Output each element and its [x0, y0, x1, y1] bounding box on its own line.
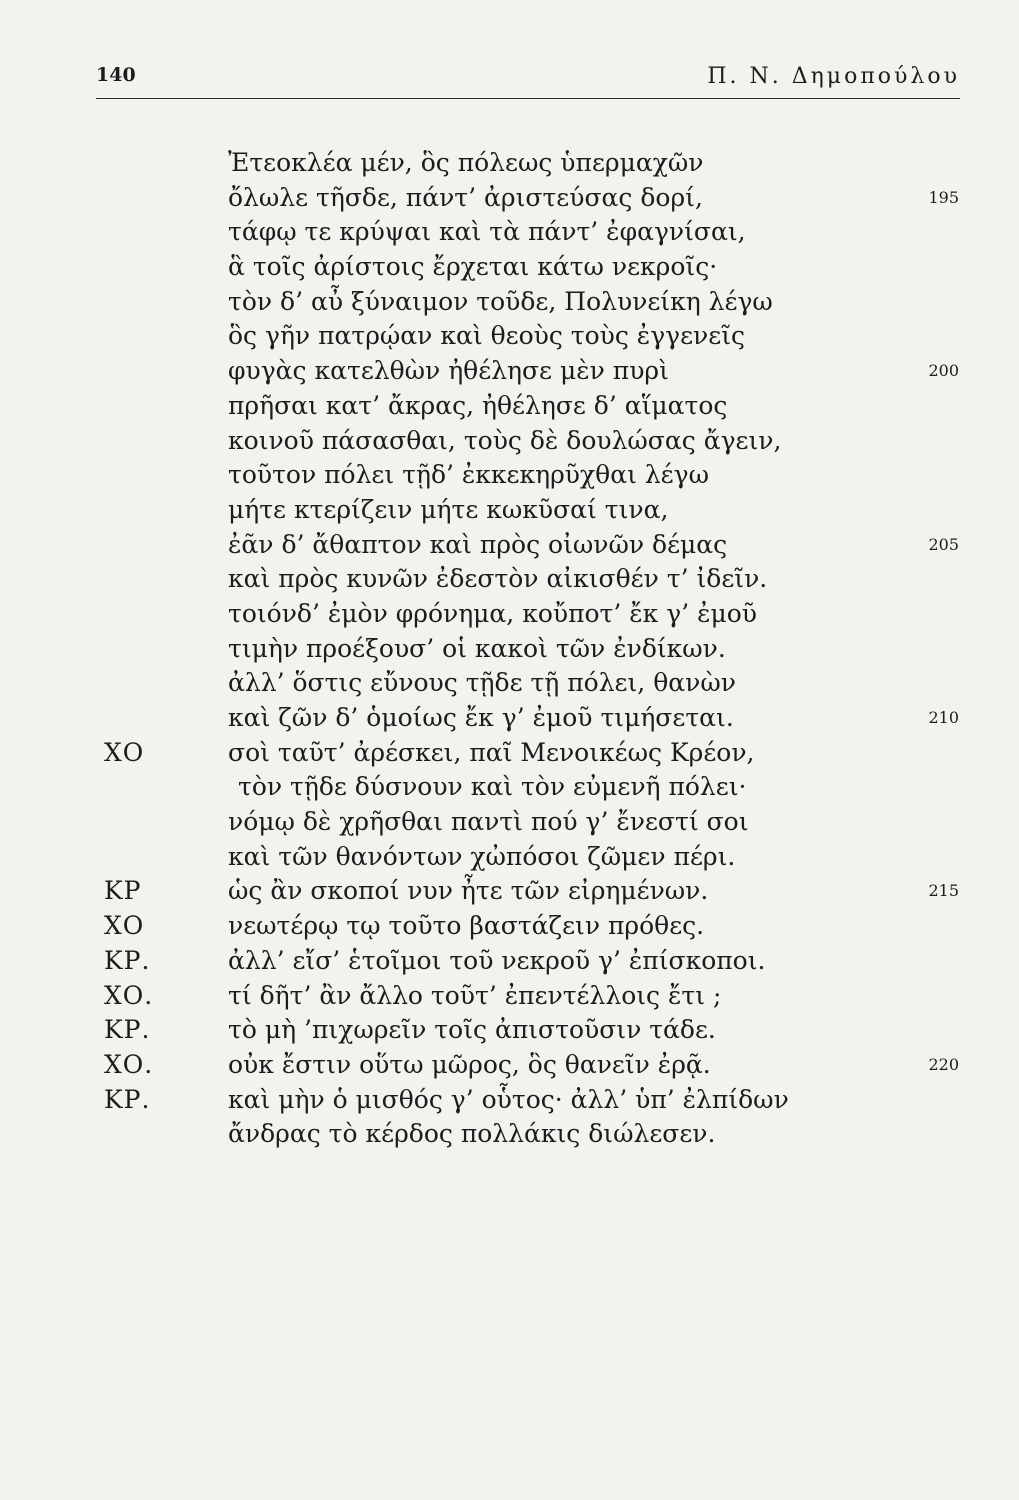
verse-text-line: Ἐτεοκλέα μέν, ὃς πόλεως ὑπερμαχῶν	[228, 148, 704, 177]
verse-text-line: κοινοῦ πάσασθαι, τοὺς δὲ δουλώσας ἄγειν,	[228, 425, 782, 455]
speaker-label: ΚΡ.	[104, 1084, 151, 1114]
verse-line	[0, 354, 1019, 389]
verse-text-line: οὐκ ἔστιν οὕτω μῶρος, ὃς θανεῖν ἐρᾷ.	[228, 1049, 711, 1079]
verse-line	[0, 285, 1019, 320]
speaker-label: ΧΟ.	[104, 1049, 154, 1079]
verse-line	[0, 389, 1019, 424]
verse-line	[0, 319, 1019, 354]
page-header	[96, 64, 960, 98]
verse-line	[0, 770, 1019, 805]
verse-text-line: ὄλωλε τῆσδε, πάντ’ ἀριστεύσας δορί,	[228, 182, 703, 212]
verse-text-line: ὃς γῆν πατρῴαν καὶ θεοὺς τοὺς ἐγγενεῖς	[228, 321, 746, 351]
verse-text-line: τοῦτον πόλει τῇδ’ ἐκκεκηρῦχθαι λέγω	[228, 460, 709, 490]
verse-text-line: τιμὴν προέξουσ’ οἱ κακοὶ τῶν ἐνδίκων.	[228, 633, 726, 663]
verse-line	[0, 840, 1019, 875]
verse-text	[0, 146, 1019, 1152]
verse-text-line: τοιόνδ’ ἐμὸν φρόνημα, κοὔποτ’ ἔκ γ’ ἐμοῦ	[228, 598, 758, 628]
header-rule	[96, 98, 960, 99]
speaker-label: ΧΟ	[104, 737, 145, 767]
page-number: 140	[96, 64, 136, 86]
verse-line	[0, 424, 1019, 459]
speaker-label: ΧΟ	[104, 911, 145, 941]
verse-line	[0, 1013, 1019, 1048]
speaker-label: ΚΡ.	[104, 1015, 151, 1045]
verse-line	[0, 528, 1019, 563]
verse-text-line: μήτε κτερίζειν μήτε κωκῦσαί τινα,	[228, 494, 669, 524]
verse-line	[0, 944, 1019, 979]
verse-text-line: τὸν δ’ αὖ ξύναιμον τοῦδε, Πολυνείκη λέγω	[228, 286, 773, 316]
verse-text-line: καὶ μὴν ὁ μισθός γ’ οὗτος· ἀλλ’ ὑπ’ ἐλπίδων	[228, 1084, 789, 1114]
verse-text-line: ἐᾶν δ’ ἄθαπτον καὶ πρὸς οἰωνῶν δέμας	[228, 529, 728, 559]
verse-text-line: ἃ τοῖς ἀρίστοις ἔρχεται κάτω νεκροῖς·	[228, 252, 718, 282]
verse-line	[0, 597, 1019, 632]
line-number: 210	[928, 708, 959, 727]
verse-text-line: σοὶ ταῦτ’ ἀρέσκει, παῖ Μενοικέως Κρέον,	[228, 737, 755, 767]
verse-line	[0, 1083, 1019, 1118]
verse-text-line: ἀλλ’ ὅστις εὔνους τῇδε τῇ πόλει, θανὼν	[228, 668, 736, 698]
verse-text-line: τί δῆτ’ ἂν ἄλλο τοῦτ’ ἐπεντέλλοις ἔτι ;	[228, 980, 722, 1010]
verse-line	[0, 181, 1019, 216]
line-number: 220	[928, 1054, 959, 1074]
speaker-label: ΚΡ	[104, 876, 142, 906]
verse-text-line: τάφῳ τε κρύψαι καὶ τὰ πάντ’ ἐφαγνίσαι,	[228, 217, 746, 247]
line-number: 195	[928, 187, 959, 207]
running-head: Π. Ν. Δημοπούλου	[707, 64, 960, 89]
verse-line	[0, 215, 1019, 250]
verse-line	[0, 250, 1019, 285]
verse-text-line: φυγὰς κατελθὼν ἠθέλησε μὲν πυρὶ	[228, 356, 669, 386]
verse-line	[0, 632, 1019, 667]
line-number: 200	[928, 361, 959, 381]
verse-text-line: τὸ μὴ ’πιχωρεῖν τοῖς ἀπιστοῦσιν τάδε.	[228, 1015, 716, 1045]
verse-text-line: καὶ πρὸς κυνῶν ἐδεστὸν αἰκισθέν τ’ ἰδεῖν.	[228, 564, 768, 594]
verse-line	[0, 562, 1019, 597]
verse-line	[0, 805, 1019, 840]
verse-line	[0, 701, 1019, 736]
line-number: 205	[928, 534, 959, 554]
verse-line	[0, 666, 1019, 701]
verse-line	[0, 458, 1019, 493]
speaker-label: ΧΟ.	[104, 980, 154, 1010]
verse-line	[0, 874, 1019, 909]
verse-text-line: ὡς ἂν σκοποί νυν ἦτε τῶν εἰρημένων.	[228, 876, 709, 906]
verse-line	[0, 1117, 1019, 1152]
verse-line	[0, 146, 1019, 181]
verse-text-line: καὶ τῶν θανόντων χὠπόσοι ζῶμεν πέρι.	[228, 841, 736, 871]
verse-text-line: ἄνδρας τὸ κέρδος πολλάκις διώλεσεν.	[228, 1119, 716, 1149]
verse-text-line: ἀλλ’ εἴσ’ ἑτοῖμοι τοῦ νεκροῦ γ’ ἐπίσκοποι.	[228, 945, 766, 975]
verse-text-line: νόμῳ δὲ χρῆσθαι παντὶ πού γ’ ἔνεστί σοι	[228, 807, 749, 837]
line-number: 215	[928, 881, 959, 901]
verse-line	[0, 493, 1019, 528]
verse-text-line: καὶ ζῶν δ’ ὁμοίως ἔκ γ’ ἐμοῦ τιμήσεται.	[228, 703, 734, 732]
verse-text-line: νεωτέρῳ τῳ τοῦτο βαστάζειν πρόθες.	[228, 911, 705, 941]
speaker-label: ΚΡ.	[104, 945, 151, 975]
verse-line	[0, 736, 1019, 771]
verse-line	[0, 1048, 1019, 1083]
verse-text-line: τὸν τῇδε δύσνουν καὶ τὸν εὐμενῆ πόλει·	[238, 772, 747, 802]
verse-line	[0, 909, 1019, 944]
verse-text-line: πρῆσαι κατ’ ἄκρας, ἠθέλησε δ’ αἵματος	[228, 390, 728, 420]
verse-line	[0, 979, 1019, 1014]
